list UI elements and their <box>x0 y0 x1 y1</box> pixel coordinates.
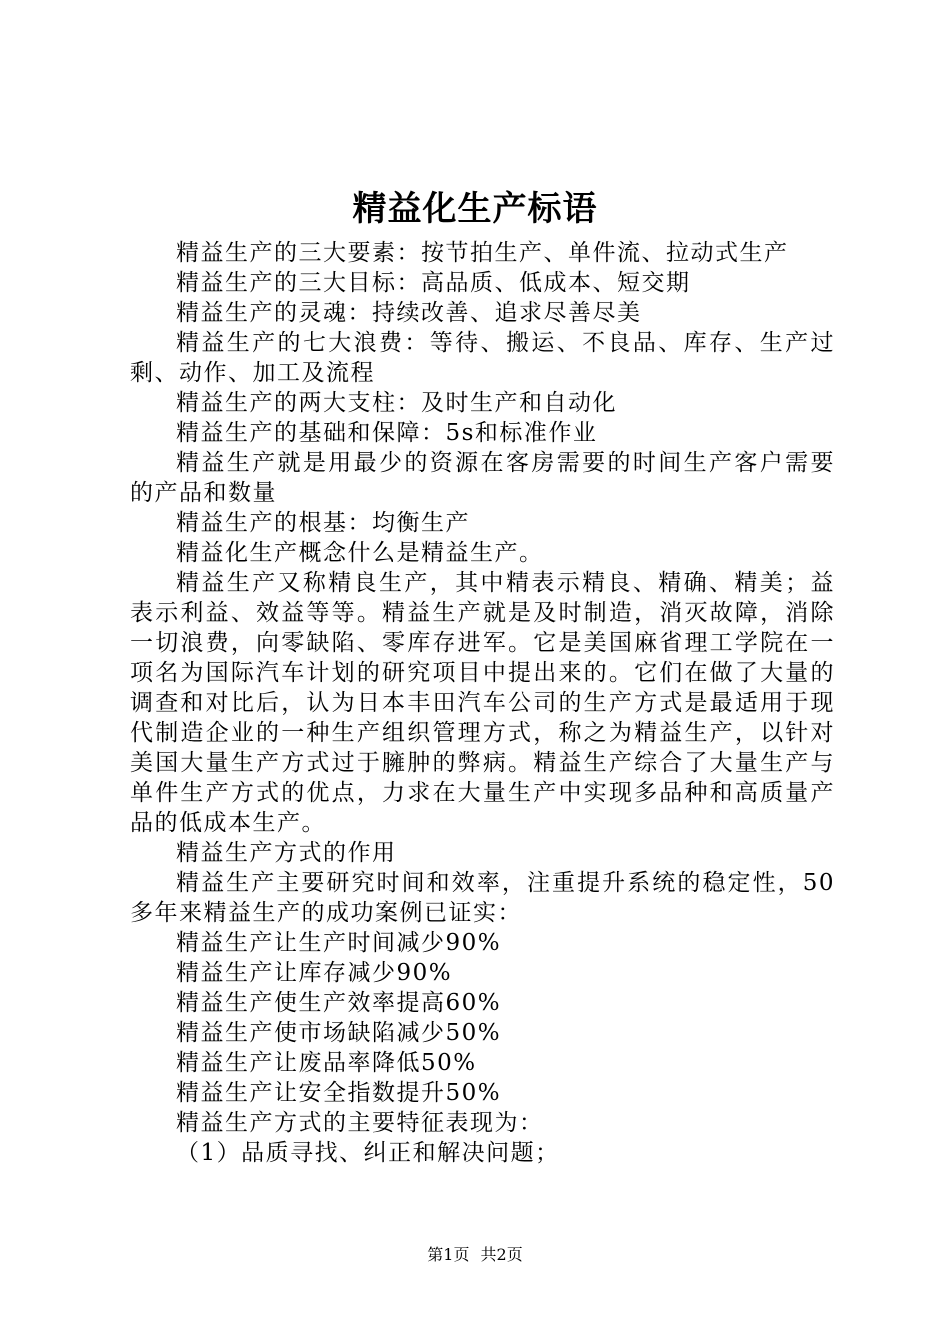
result-item: 精益生产让废品率降低50% <box>176 1050 477 1076</box>
paragraph: 精益化生产概念什么是精益生产。 <box>176 540 544 566</box>
page-footer <box>0 1244 950 1266</box>
result-item: 精益生产让库存减少90% <box>176 960 453 986</box>
paragraph: 精益生产的基础和保障：5s和标准作业 <box>176 420 598 446</box>
paragraph: 精益生产的三大目标：高品质、低成本、短交期 <box>176 270 691 296</box>
result-item: 精益生产让生产时间减少90% <box>176 930 502 956</box>
document-body <box>130 238 835 1168</box>
paragraph: 精益生产的根基：均衡生产 <box>176 510 470 536</box>
paragraph: 精益生产就是用最少的资源在客房需要的时间生产客户需要的产品和数量 <box>130 450 835 506</box>
page-number: 第1页 <box>427 1245 470 1264</box>
paragraph: 精益生产的灵魂：持续改善、追求尽善尽美 <box>176 300 642 326</box>
page-total: 共2页 <box>480 1245 523 1264</box>
document-title: 精益化生产标语 <box>352 189 598 229</box>
paragraph: 精益生产主要研究时间和效率，注重提升系统的稳定性，50多年来精益生产的成功案例已证实： <box>130 870 835 926</box>
paragraph: 精益生产的七大浪费：等待、搬运、不良品、库存、生产过剩、动作、加工及流程 <box>130 330 835 386</box>
paragraph: 精益生产方式的作用 <box>176 840 397 866</box>
paragraph: 精益生产方式的主要特征表现为： <box>176 1110 544 1136</box>
paragraph: 精益生产的两大支柱：及时生产和自动化 <box>176 390 617 416</box>
paragraph: 精益生产的三大要素：按节拍生产、单件流、拉动式生产 <box>176 240 789 266</box>
paragraph: 精益生产又称精良生产，其中精表示精良、精确、精美；益表示利益、效益等等。精益生产就是及时制造，消灭故障，消除一切浪费，向零缺陷、零库存进军。它是美国麻省理工学院在一项名为国际汽车计划的研究项目中提出来的。它们在做了大量的调查和对比后，认为日本丰田汽车公司的生产方式是最适用于现代制造企业的一种生产组织管理方式，称之为精益生产，以针对美国大量生产方式过于臃肿的弊病。精益生产综合了大量生产与单件生产方式的优点，力求在大量生产中实现多品种和高质量产品的低成本生产。 <box>130 570 835 836</box>
result-item: 精益生产让安全指数提升50% <box>176 1080 502 1106</box>
numbered-item: （1）品质寻找、纠正和解决问题； <box>176 1140 560 1166</box>
result-item: 精益生产使市场缺陷减少50% <box>176 1020 502 1046</box>
result-item: 精益生产使生产效率提高60% <box>176 990 502 1016</box>
